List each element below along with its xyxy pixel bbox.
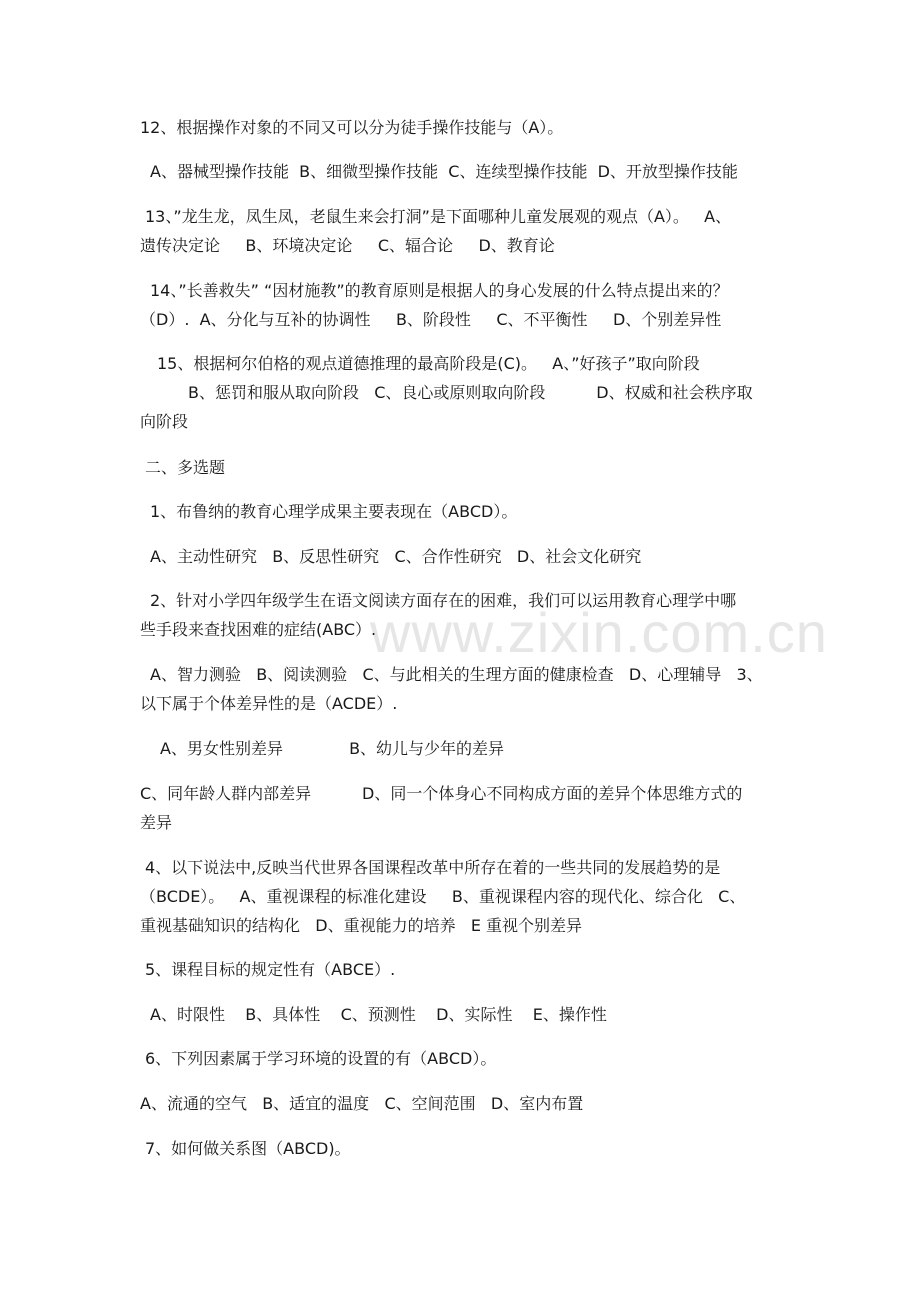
question-13-options: 遗传决定论 B、环境决定论 C、辐合论 D、教育论 — [140, 236, 555, 255]
question-13: 13、”龙生龙，凤生凤，老鼠生来会打洞”是下面哪种儿童发展观的观点（A）。 A、 — [145, 207, 732, 226]
question-14: 14、”长善救失” “因材施教”的教育原则是根据人的身心发展的什么特点提出来的？ — [150, 281, 729, 300]
question-14-options: （D）. A、分化与互补的协调性 B、阶段性 C、不平衡性 D、个别差异性 — [140, 310, 722, 329]
mc-question-7: 7、如何做关系图（ABCD)。 — [145, 1139, 351, 1158]
mc-question-4-options-cont: 重视基础知识的结构化 D、重视能力的培养 E 重视个别差异 — [140, 916, 583, 935]
mc-question-5: 5、课程目标的规定性有（ABCE）. — [145, 960, 396, 979]
mc-question-2-options: A、智力测验 B、阅读测验 C、与此相关的生理方面的健康检查 D、心理辅导 3、 — [150, 665, 763, 684]
mc-question-6-options: A、流通的空气 B、适宜的温度 C、空间范围 D、室内布置 — [140, 1094, 584, 1113]
mc-question-3-options-a-b: A、男女性别差异 B、幼儿与少年的差异 — [160, 739, 505, 758]
mc-question-2: 2、针对小学四年级学生在语文阅读方面存在的困难，我们可以运用教育心理学中哪 — [150, 591, 737, 610]
question-15-options-cont: 向阶段 — [140, 412, 189, 431]
question-15: 15、根据柯尔伯格的观点道德推理的最高阶段是(C)。 A、”好孩子”取向阶段 — [157, 354, 700, 373]
mc-question-4: 4、以下说法中,反映当代世界各国课程改革中所存在着的一些共同的发展趋势的是 — [145, 858, 721, 877]
mc-question-1: 1、布鲁纳的教育心理学成果主要表现在（ABCD）。 — [150, 502, 518, 521]
mc-question-4-options: （BCDE）。 A、重视课程的标准化建设 B、重视课程内容的现代化、综合化 C、 — [140, 887, 746, 906]
mc-question-1-options: A、主动性研究 B、反思性研究 C、合作性研究 D、社会文化研究 — [150, 547, 642, 566]
mc-question-3-options-c-d: C、同年龄人群内部差异 D、同一个体身心不同构成方面的差异个体思维方式的 — [140, 784, 743, 803]
watermark: www.zixin.com.cn — [370, 601, 828, 664]
question-12: 12、根据操作对象的不同又可以分为徒手操作技能与（A）。 — [140, 118, 564, 137]
mc-question-5-options: A、时限性 B、具体性 C、预测性 D、实际性 E、操作性 — [150, 1005, 607, 1024]
mc-question-2-cont: 些手段来查找困难的症结(ABC）. — [140, 620, 377, 639]
mc-question-6: 6、下列因素属于学习环境的设置的有（ABCD）。 — [145, 1049, 497, 1068]
question-12-options: A、器械型操作技能 B、细微型操作技能 C、连续型操作技能 D、开放型操作技能 — [150, 162, 738, 181]
section-heading-multiple-choice: 二、多选题 — [145, 458, 226, 477]
question-15-options: B、惩罚和服从取向阶段 C、良心或原则取向阶段 D、权威和社会秩序取 — [188, 383, 753, 402]
mc-question-3-options-cont: 差异 — [140, 813, 173, 832]
mc-question-3: 以下属于个体差异性的是（ACDE）. — [140, 694, 398, 713]
